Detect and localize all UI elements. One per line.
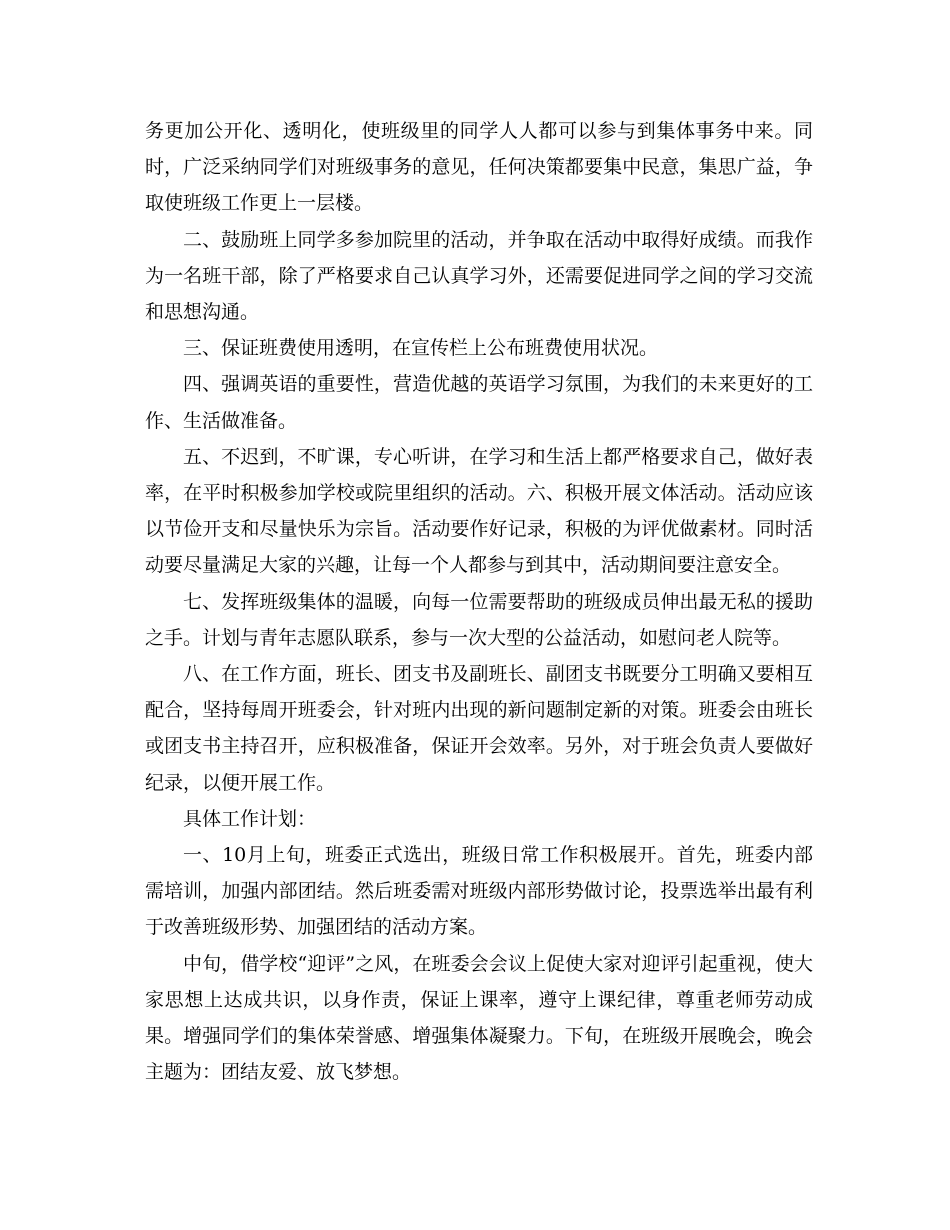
paragraph-6: 七、发挥班级集体的温暖，向每一位需要帮助的班级成员伸出最无私的援助之手。计划与青年志愿队联系，参与一次大型的公益活动，如慰问老人院等。	[145, 590, 813, 649]
paragraph-3: 三、保证班费使用透明，在宣传栏上公布班费使用状况。	[183, 337, 659, 360]
section-heading-work-plan: 具体工作计划：	[183, 807, 317, 830]
paragraph-5: 五、不迟到，不旷课，专心听讲，在学习和生活上都严格要求自己，做好表率，在平时积极参加学校或院里组织的活动。六、积极开展文体活动。活动应该以节俭开支和尽量快乐为宗旨。活动要作好记录，积极的为评优做素材。同时活动要尽量满足大家的兴趣，让每一个人都参与到其中，活动期间要注意安全。	[145, 445, 813, 577]
paragraph-4: 四、强调英语的重要性，营造优越的英语学习氛围，为我们的未来更好的工作、生活做准备。	[145, 373, 813, 432]
paragraph-7: 八、在工作方面，班长、团支书及副班长、副团支书既要分工明确又要相互配合，坚持每周开班委会，针对班内出现的新问题制定新的对策。班委会由班长或团支书主持召开，应积极准备，保证开会效率。另外，对于班会负责人要做好纪录，以便开展工作。	[145, 663, 813, 794]
paragraph-2: 二、鼓励班上同学多参加院里的活动，并争取在活动中取得好成绩。而我作为一名班干部，除了严格要求自己认真学习外，还需要促进同学之间的学习交流和思想沟通。	[145, 228, 813, 324]
paragraph-10: 中旬，借学校“迎评”之风，在班委会会议上促使大家对迎评引起重视，使大家思想上达成共识，以身作责，保证上课率，遵守上课纪律，尊重老师劳动成果。增强同学们的集体荣誉感、增强集体凝聚力。下旬，在班级开展晚会，晚会主题为：团结友爱、放飞梦想。	[145, 952, 813, 1084]
paragraph-1: 务更加公开化、透明化，使班级里的同学人人都可以参与到集体事务中来。同时，广泛采纳同学们对班级事务的意见，任何决策都要集中民意，集思广益，争取使班级工作更上一层楼。	[145, 120, 813, 215]
document-body	[145, 113, 813, 1090]
paragraph-9: 一、10月上旬，班委正式选出，班级日常工作积极展开。首先，班委内部需培训，加强内部团结。然后班委需对班级内部形势做讨论，投票选举出最有利于改善班级形势、加强团结的活动方案。	[145, 844, 813, 939]
